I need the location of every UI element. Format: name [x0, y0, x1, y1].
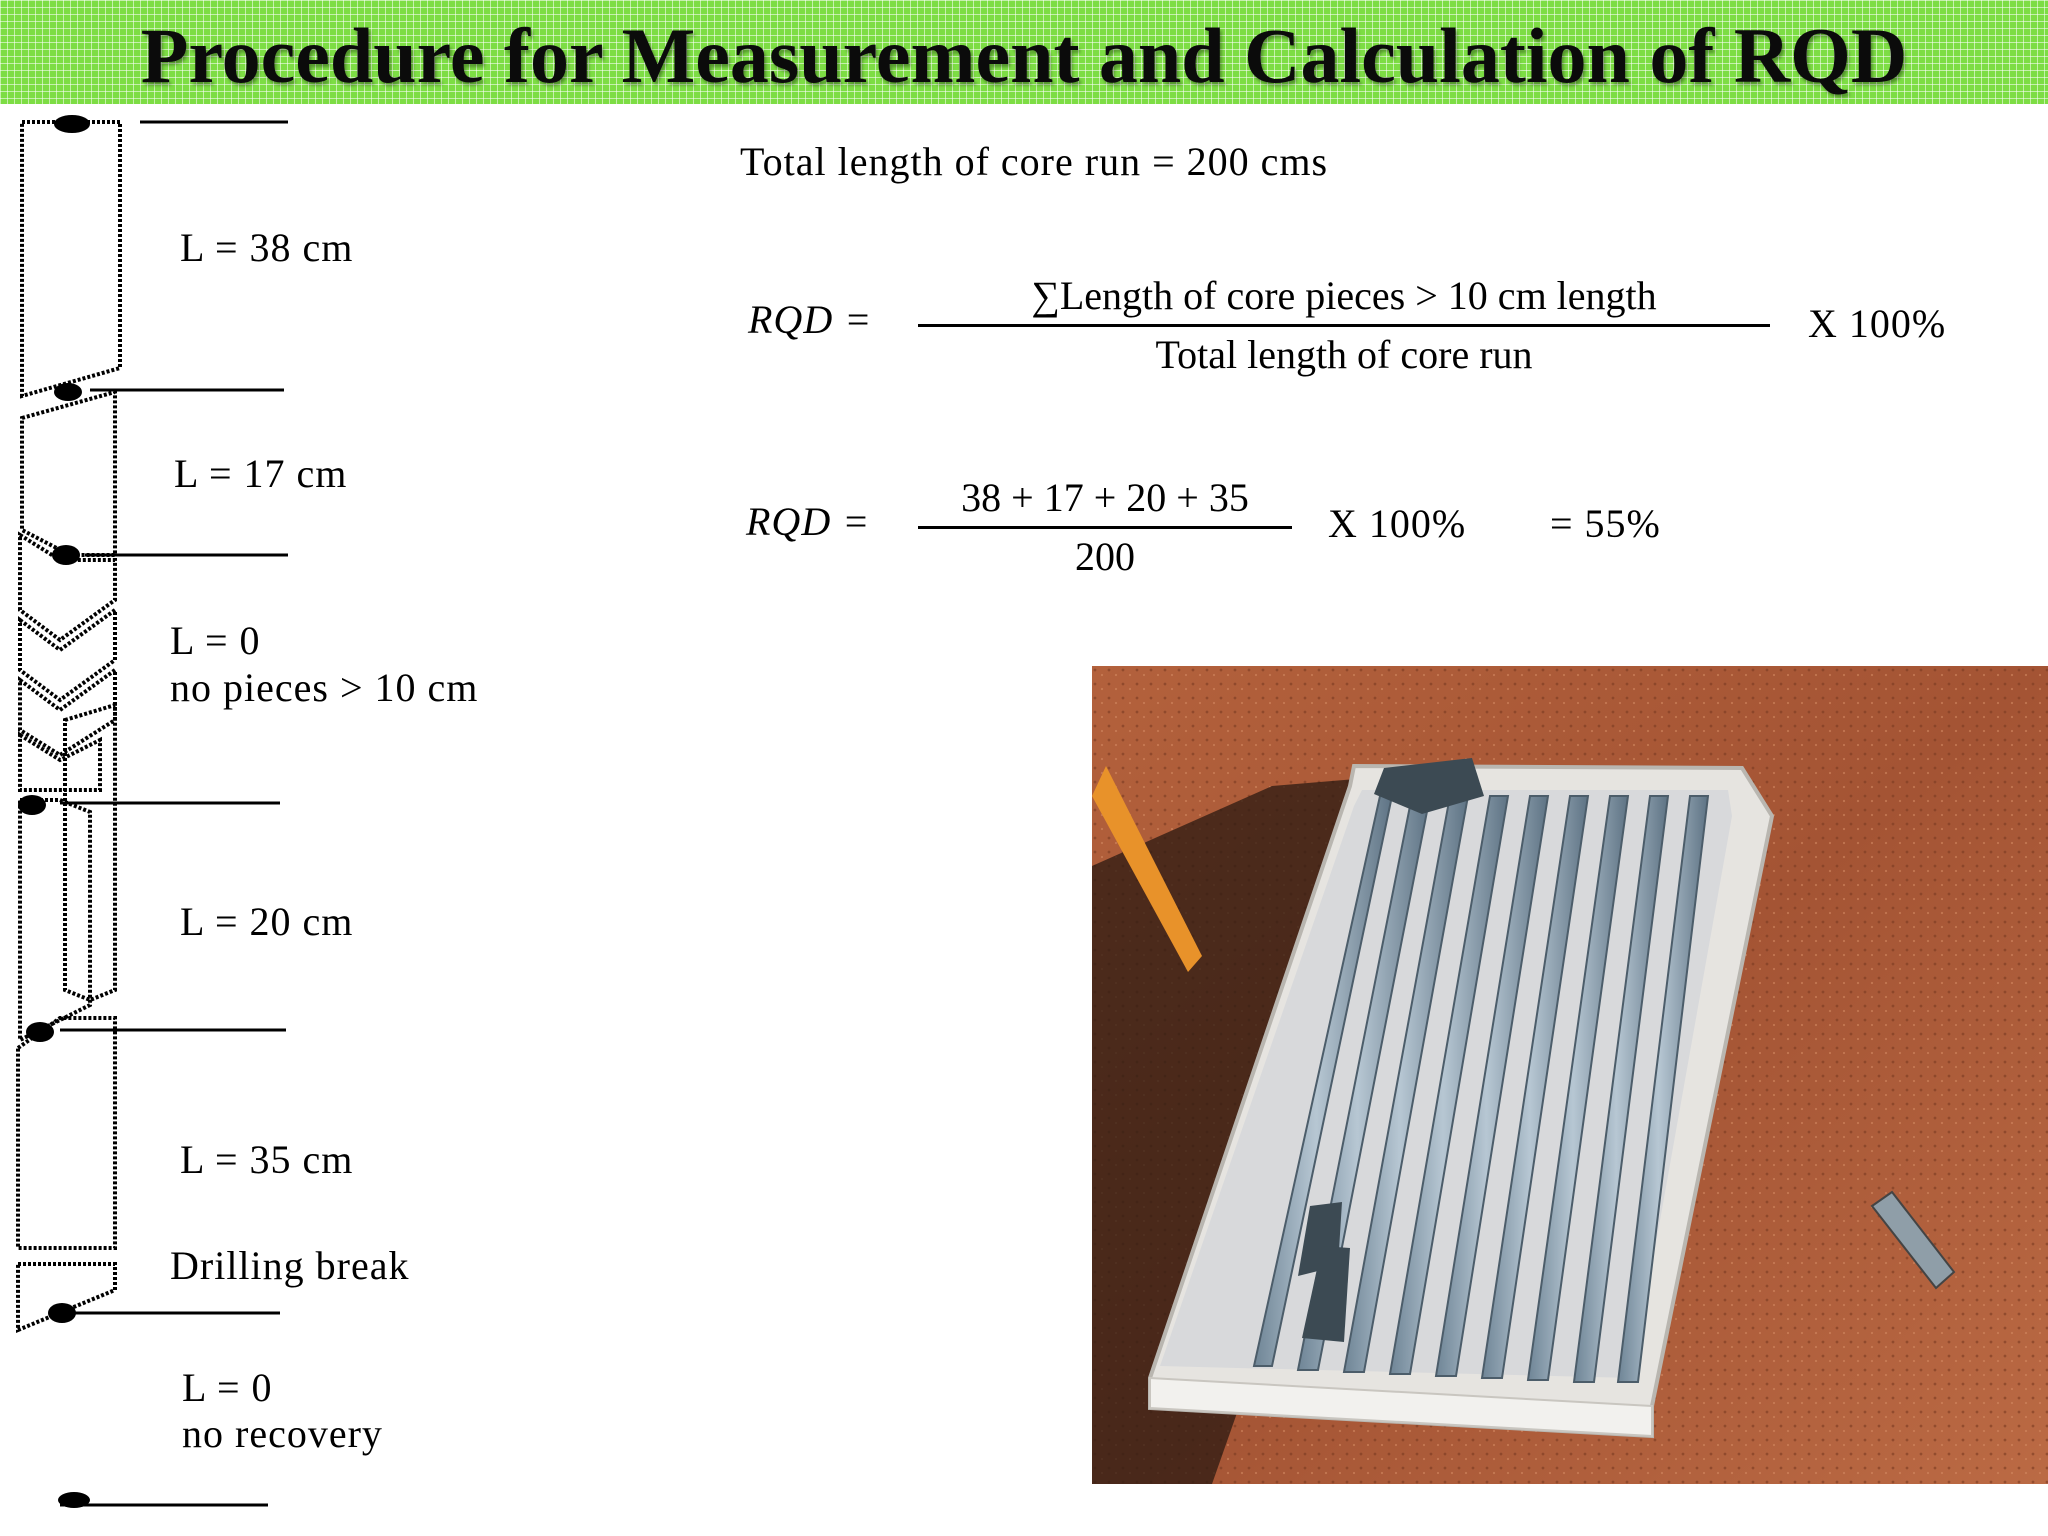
formula1-multiplier: X 100%	[1808, 301, 1947, 346]
formula2-numerator: 38 + 17 + 20 + 35	[961, 475, 1249, 520]
core-box-photo	[1092, 666, 2048, 1484]
seg-label-zero-2: L = 0	[182, 1365, 273, 1410]
total-length-text: Total length of core run = 200 cms	[740, 139, 1329, 184]
slide-title: Procedure for Measurement and Calculation of RQD	[140, 12, 1908, 99]
formula2-lhs: RQD =	[746, 499, 871, 544]
fraction-bar	[918, 526, 1292, 529]
core-piece-35	[18, 1018, 115, 1248]
formula1-fraction	[918, 272, 1770, 379]
seg-label-20: L = 20 cm	[180, 899, 354, 944]
formula2-multiplier: X 100%	[1328, 501, 1467, 546]
core-piece-20	[20, 800, 90, 1040]
core-piece-38	[22, 122, 120, 396]
formula1-denominator: Total length of core run	[1155, 332, 1533, 377]
core-piece-17	[22, 392, 115, 555]
seg-note-no-pieces: no pieces > 10 cm	[170, 665, 479, 710]
drilling-break-label: Drilling break	[170, 1243, 410, 1288]
title-bar	[0, 0, 2048, 104]
seg-label-17: L = 17 cm	[174, 451, 348, 496]
break-marker	[54, 115, 90, 133]
formula1-lhs: RQD =	[748, 297, 873, 342]
formula1-numerator: ∑Length of core pieces > 10 cm length	[1031, 273, 1657, 318]
seg-label-zero-1: L = 0	[170, 618, 261, 663]
seg-note-no-recovery: no recovery	[182, 1411, 383, 1456]
fraction-bar	[918, 324, 1770, 327]
formula2-result: = 55%	[1550, 501, 1661, 546]
core-log-diagram	[0, 104, 600, 1536]
seg-label-35: L = 35 cm	[180, 1137, 354, 1182]
formula2-denominator: 200	[1075, 534, 1135, 579]
formula2-fraction	[918, 474, 1292, 581]
seg-label-38: L = 38 cm	[180, 225, 354, 270]
